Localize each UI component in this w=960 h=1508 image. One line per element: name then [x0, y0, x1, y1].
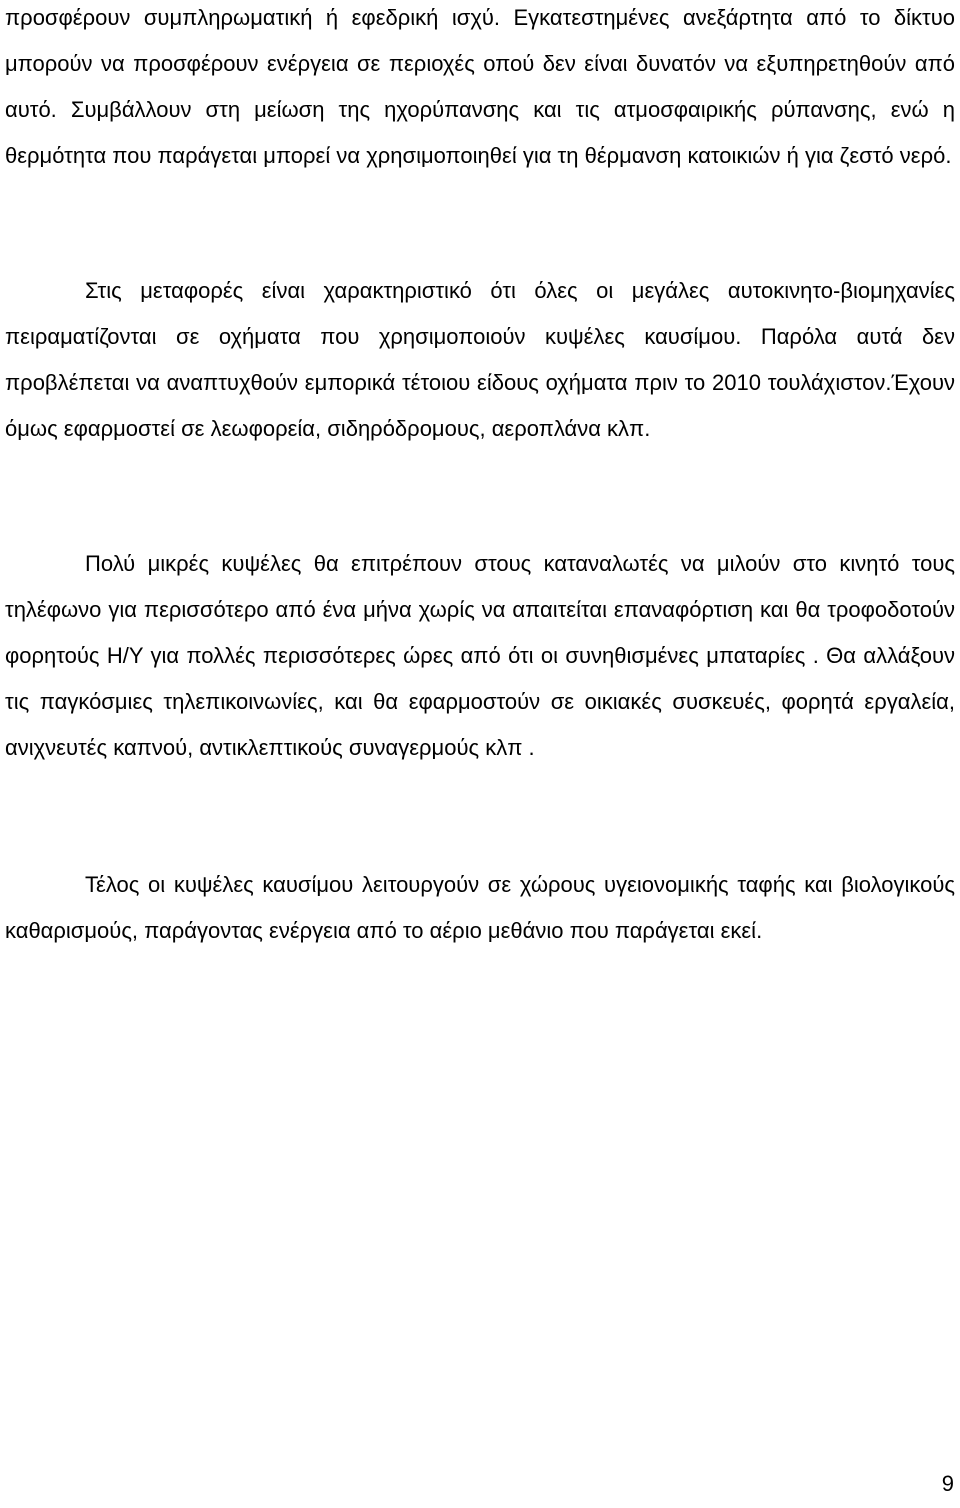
paragraph-continuation: προσφέρουν συμπληρωματική ή εφεδρική ισχύ. Εγκατεστημένες ανεξάρτητα από το δίκτυο μπορούν να προσφέρουν ενέργεια σε περιοχές οπού δεν είναι δυνατόν να εξυπηρετηθούν από αυτό. Συμβάλλουν στη μείωση της ηχορύπανσης και τις ατμοσφαιρικής ρύπανσης, ενώ η θερμότητα που παράγεται μπορεί να χρησιμοποιηθεί για τη θέρμανση κατοικιών ή για ζεστό νερό.: [5, 5, 955, 168]
paragraph-landfill: Τέλος οι κυψέλες καυσίμου λειτουργούν σε χώρους υγειονομικής ταφής και βιολογικούς καθαρισμούς, παράγοντας ενέργεια από το αέριο μεθάνιο που παράγεται εκεί.: [5, 872, 955, 943]
paragraph-transport: Στις μεταφορές είναι χαρακτηριστικό ότι όλες οι μεγάλες αυτοκινητο-βιομηχανίες πειραματίζονται σε οχήματα που χρησιμοποιούν κυψέλες καυσίμου. Παρόλα αυτά δεν προβλέπεται να αναπτυχθούν εμπορικά τέτοιου είδους οχήματα πριν το 2010 τουλάχιστον.Έχουν όμως εφαρμοστεί σε λεωφορεία, σιδηρόδρομους, αεροπλάνα κλπ.: [5, 278, 955, 441]
page-number: 9: [941, 1471, 954, 1496]
paragraph-small-cells: Πολύ μικρές κυψέλες θα επιτρέπουν στους καταναλωτές να μιλούν στο κινητό τους τηλέφωνο για περισσότερο από ένα μήνα χωρίς να απαιτείται επαναφόρτιση και θα τροφοδοτούν φορητούς Η/Υ για πολλές περισσότερες ώρες από ότι οι συνηθισμένες μπαταρίες . Θα αλλάξουν τις παγκόσμιες τηλεπικοινωνίες, και θα εφαρμοστούν σε οικιακές συσκευές, φορητά εργαλεία, ανιχνευτές καπνού, αντικλεπτικούς συναγερμούς κλπ .: [5, 551, 955, 760]
